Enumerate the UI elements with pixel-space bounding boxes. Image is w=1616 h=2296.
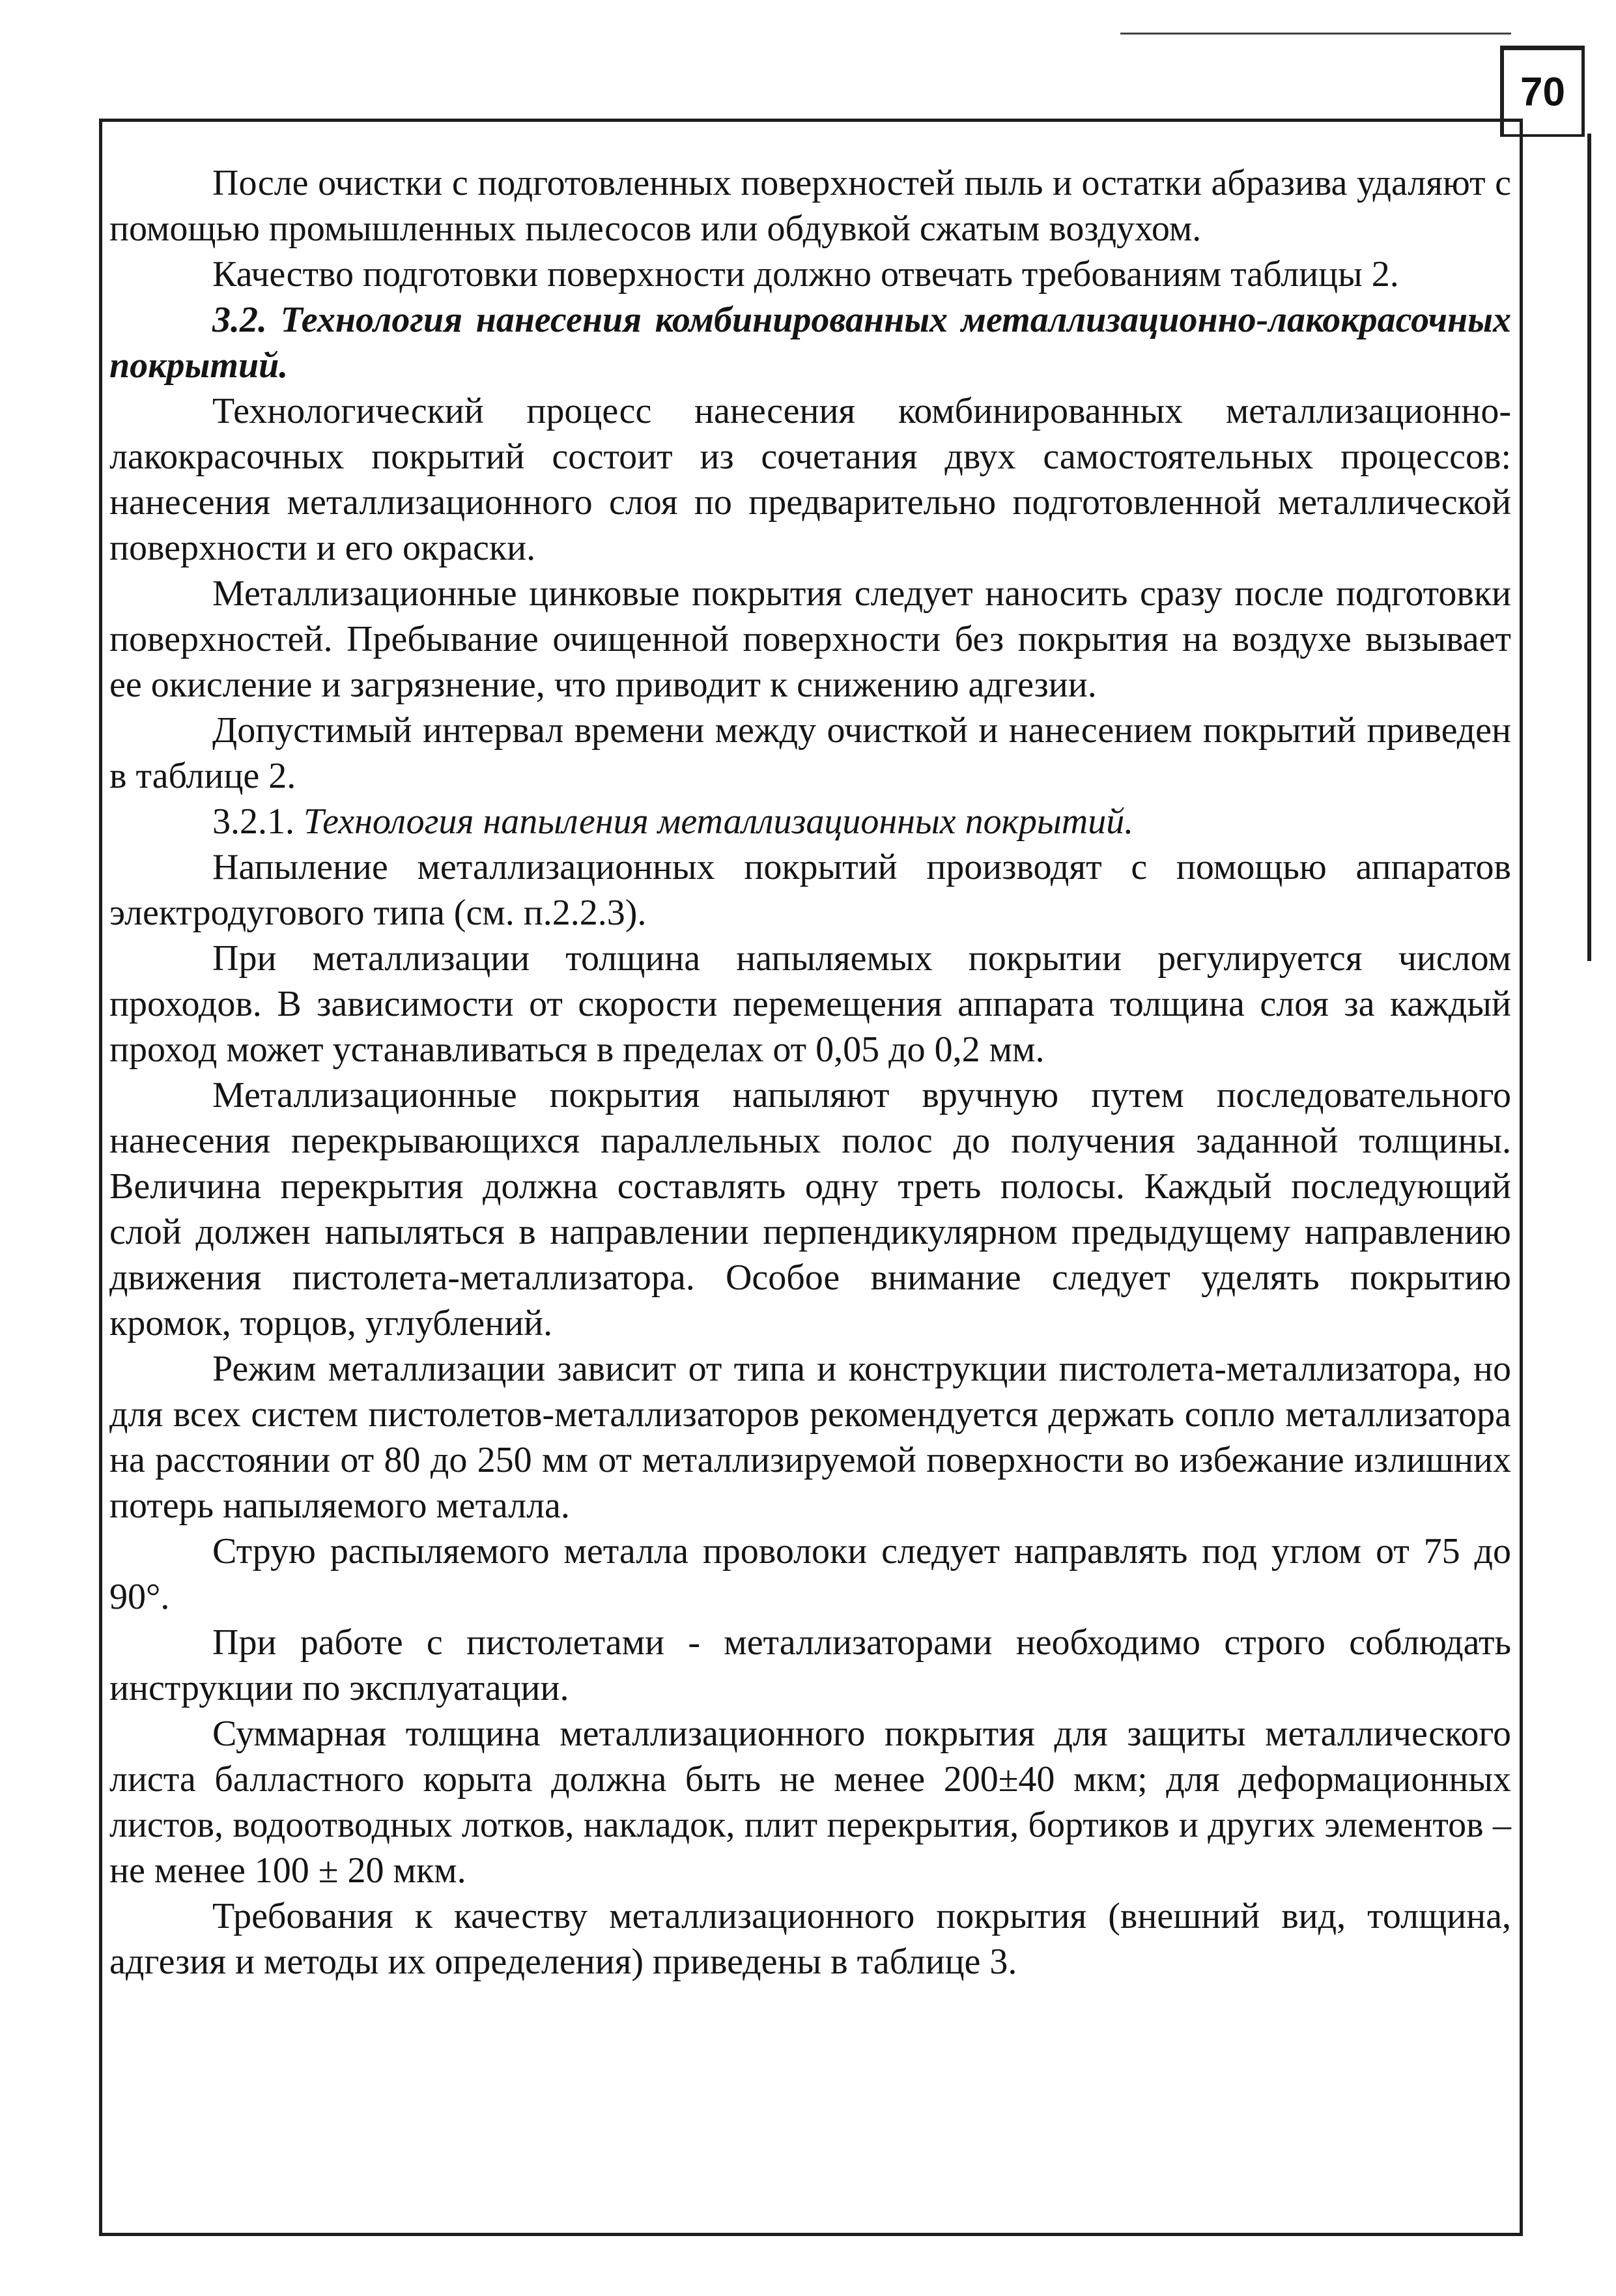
section-heading: 3.2. Технология нанесения комбинированных металлизационно-лакокрасочных покрытий.	[109, 300, 1511, 386]
page-number: 70	[1520, 70, 1565, 115]
paragraph-process: Технологический процесс нанесения комбинированных металлизационно-лакокрасочных покрытий состоит из сочетания двух самостоятельных процессов: нанесения металлизационного слоя по предварительно подготовленной металлической поверхности и его окраски.	[109, 391, 1511, 568]
paragraph-requirements: Требования к качеству металлизационного покрытия (внешний вид, толщина, адгезия и методы их определения) приведены в таблице 3.	[109, 1896, 1511, 1982]
subsection-title: Технология напыления металлизационных покрытий.	[304, 801, 1134, 842]
page-content	[109, 160, 1511, 1985]
paragraph-thickness: При металлизации толщина напыляемых покрытии регулируется числом проходов. В зависимости от скорости перемещения аппарата толщина слоя за каждый проход может устанавливаться в пределах от 0,05 до 0,2 мм.	[109, 938, 1511, 1070]
paragraph-cleaning: После очистки с подготовленных поверхностей пыль и остатки абразива удаляют с помощью промышленных пылесосов или обдувкой сжатым воздухом.	[109, 163, 1511, 249]
paragraph-total-thickness: Суммарная толщина металлизационного покрытия для защиты металлического листа балластного корыта должна быть не менее 200±40 мкм; для деформационных листов, водоотводных лотков, накладок, плит перекрытия, бортиков и других элементов – не менее 100 ± 20 мкм.	[109, 1714, 1511, 1891]
paragraph-quality: Качество подготовки поверхности должно отвечать требованиям таблицы 2.	[212, 254, 1399, 294]
paragraph-manual: Металлизационные покрытия напыляют вручную путем последовательного нанесения перекрывающихся параллельных полос до получения заданной толщины. Величина перекрытия должна составлять одну треть полосы. Каждый последующий слой должен напыляться в направлении перпендикулярном предыдущему направлению движения пистолета-металлизатора. Особое внимание следует уделять покрытию кромок, торцов, углублений.	[109, 1075, 1511, 1343]
subsection-number: 3.2.1.	[212, 801, 294, 842]
paragraph-spraying: Напыление металлизационных покрытий производят с помощью аппаратов электродугового типа (см. п.2.2.3).	[109, 847, 1511, 933]
paragraph-angle: Струю распыляемого металла проволоки следует направлять под углом от 75 до 90°.	[109, 1531, 1511, 1617]
paragraph-mode: Режим металлизации зависит от типа и конструкции пистолета-металлизатора, но для всех систем пистолетов-металлизаторов рекомендуется держать сопло металлизатора на расстоянии от 80 до 250 мм от металлизируемой поверхности во избежание излишних потерь напыляемого металла.	[109, 1349, 1511, 1526]
subsection-heading	[109, 799, 1511, 844]
paragraph-zinc: Металлизационные цинковые покрытия следует наносить сразу после подготовки поверхностей. Пребывание очищенной поверхности без покрытия на воздухе вызывает ее окисление и загрязнение, что приводит к снижению адгезии.	[109, 573, 1511, 705]
paragraph-interval: Допустимый интервал времени между очисткой и нанесением покрытий приведен в таблице 2.	[109, 710, 1511, 796]
paragraph-safety: При работе с пистолетами - металлизаторами необходимо строго соблюдать инструкции по эксплуатации.	[109, 1622, 1511, 1708]
top-rule	[1120, 33, 1511, 35]
side-rule	[1587, 134, 1591, 961]
